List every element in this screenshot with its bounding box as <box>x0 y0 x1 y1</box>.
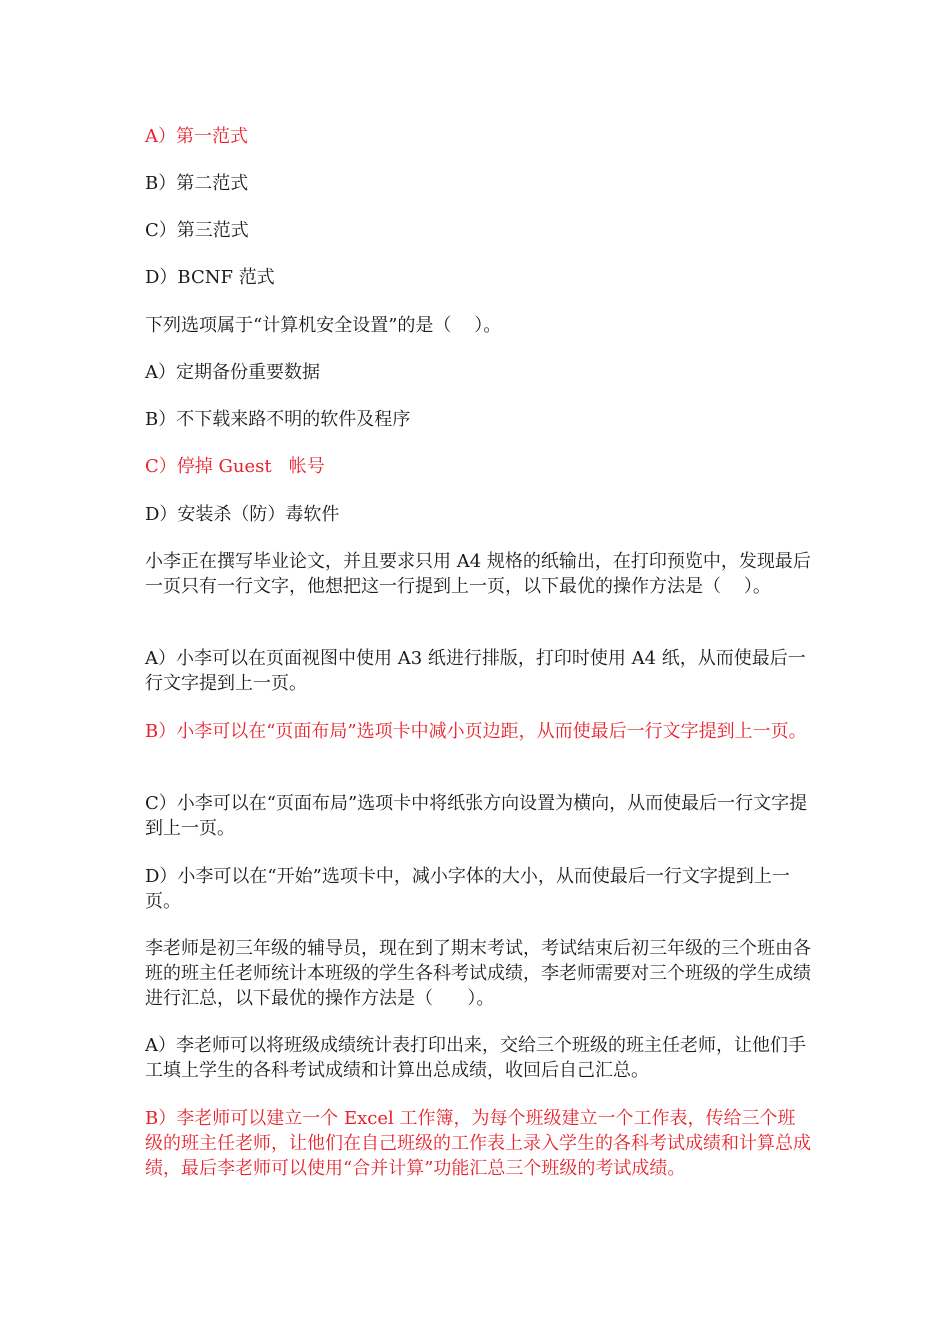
option-a-print-forms: A）李老师可以将班级成绩统计表打印出来，交给三个班级的班主任老师，让他们手工填上学生的各科考试成绩和计算出总成绩，收回后自己汇总。 <box>145 1035 806 1081</box>
option-d-reduce-font: D）小李可以在“开始”选项卡中，减小字体的大小，从而使最后一行文字提到上一页。 <box>145 866 790 912</box>
option-b-second-normal-form: B）第二范式 <box>145 173 249 194</box>
option-a-backup: A）定期备份重要数据 <box>145 362 320 383</box>
option-d-bcnf: D）BCNF 范式 <box>145 267 275 288</box>
option-a-a3-paper: A）小李可以在页面视图中使用 A3 纸进行排版，打印时使用 A4 纸，从而使最后一行文字提到上一页。 <box>145 648 806 694</box>
question-grade-summary: 李老师是初三年级的辅导员，现在到了期末考试，考试结束后初三年级的三个班由各班的班主任老师统计本班级的学生各科考试成绩，李老师需要对三个班级的学生成绩进行汇总，以下最优的操作方法是（ ）。 <box>145 938 811 1009</box>
option-c-disable-guest: C）停掉 Guest 帐号 <box>145 456 325 477</box>
option-a-first-normal-form: A）第一范式 <box>145 126 248 147</box>
option-b-excel-consolidate: B）李老师可以建立一个 Excel 工作簿，为每个班级建立一个工作表，传给三个班级的班主任老师，让他们在自己班级的工作表上录入学生的各科考试成绩和计算总成绩，最后李老师可以使用“合并计算”功能汇总三个班级的考试成绩。 <box>145 1108 811 1179</box>
option-c-third-normal-form: C）第三范式 <box>145 220 249 241</box>
option-c-landscape: C）小李可以在“页面布局”选项卡中将纸张方向设置为横向，从而使最后一行文字提到上一页。 <box>145 793 808 839</box>
option-b-reduce-margins: B）小李可以在“页面布局”选项卡中减小页边距，从而使最后一行文字提到上一页。 <box>145 721 807 742</box>
option-d-antivirus: D）安装杀（防）毒软件 <box>145 504 340 525</box>
question-thesis-printing: 小李正在撰写毕业论文，并且要求只用 A4 规格的纸输出，在打印预览中，发现最后一页只有一行文字，他想把这一行提到上一页，以下最优的操作方法是（ ）。 <box>145 551 811 597</box>
option-b-no-unknown-software: B）不下载来路不明的软件及程序 <box>145 409 411 430</box>
question-security-settings: 下列选项属于“计算机安全设置”的是（ ）。 <box>145 315 502 336</box>
